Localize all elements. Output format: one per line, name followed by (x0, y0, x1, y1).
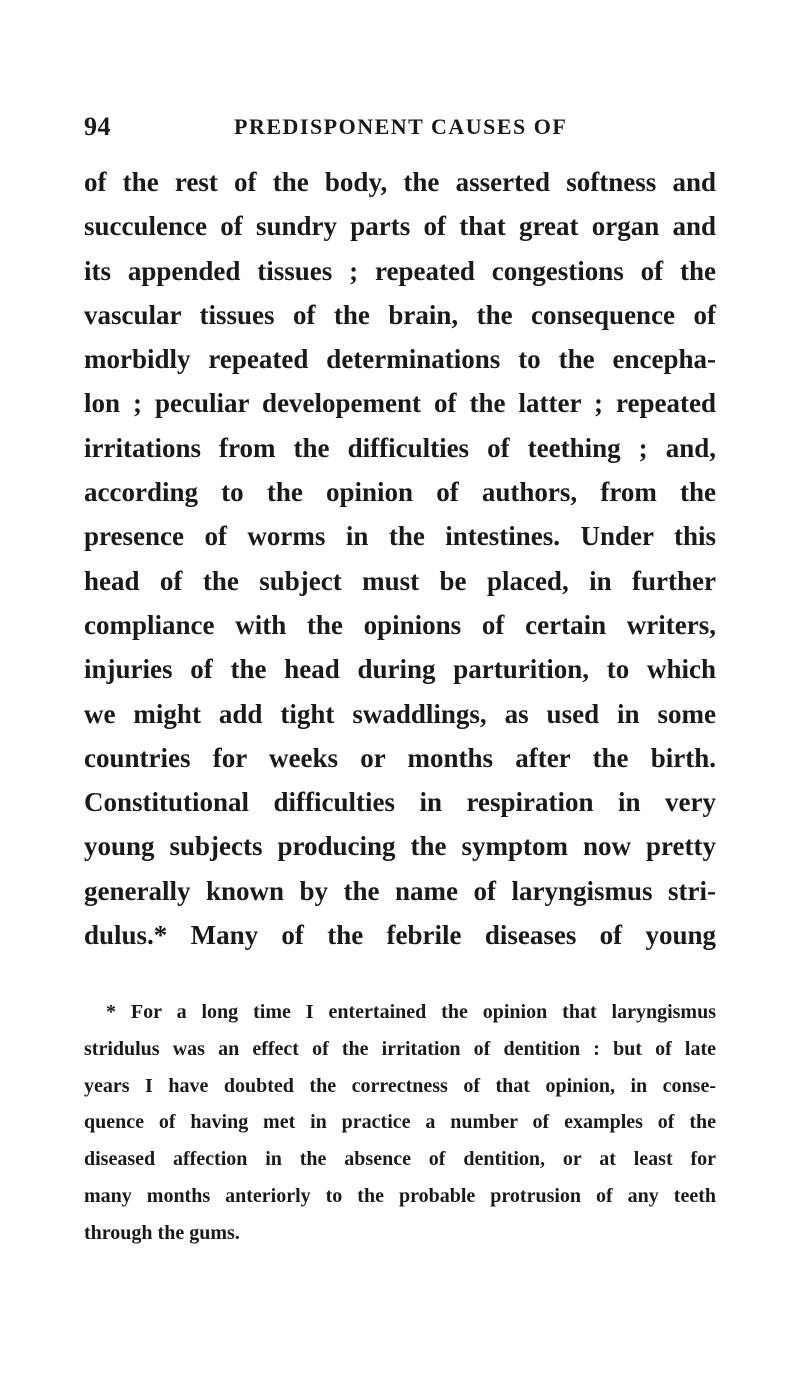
footnote (84, 994, 716, 1252)
page-number: 94 (84, 112, 111, 141)
footnote-line: many months anteriorly to the probable protrusion of any teeth (84, 1184, 716, 1207)
body-line: we might add tight swaddlings, as used in some (84, 698, 716, 729)
body-line: countries for weeks or months after the birth. (84, 742, 716, 773)
body-line: irritations from the difficulties of teething ; and, (84, 432, 716, 463)
footnote-line: quence of having met in practice a number of examples of the (84, 1111, 716, 1134)
body-line: vascular tissues of the brain, the consequence of (84, 299, 716, 330)
body-line: young subjects producing the symptom now pretty (84, 831, 716, 862)
body-line: dulus.* Many of the febrile diseases of young (84, 920, 716, 951)
body-line: head of the subject must be placed, in further (84, 565, 716, 596)
body-line: Constitutional difficulties in respiration in very (84, 787, 716, 818)
body-line: injuries of the head during parturition, to which (84, 654, 716, 685)
body-line: generally known by the name of laryngismus stri- (84, 875, 716, 906)
footnote-line: stridulus was an effect of the irritation of dentition : but of late (84, 1037, 716, 1060)
body-text (84, 160, 716, 957)
running-head: PREDISPONENT CAUSES OF (234, 114, 568, 139)
body-line: succulence of sundry parts of that great organ and (84, 211, 716, 242)
body-line: its appended tissues ; repeated congestions of the (84, 255, 716, 286)
body-line: compliance with the opinions of certain writers, (84, 609, 716, 640)
footnote-line: diseased affection in the absence of dentition, or at least for (84, 1148, 716, 1171)
body-line: presence of worms in the intestines. Under this (84, 521, 716, 552)
body-line: of the rest of the body, the asserted softness and (84, 167, 716, 197)
footnote-line: through the gums. (84, 1221, 240, 1244)
body-line: morbidly repeated determinations to the encepha- (84, 344, 716, 375)
body-line: according to the opinion of authors, from the (84, 477, 716, 508)
body-line: lon ; peculiar developement of the latter ; repeated (84, 388, 716, 419)
page-header (84, 112, 714, 148)
footnote-line: * For a long time I entertained the opinion that laryngismus (106, 1001, 716, 1023)
footnote-line: years I have doubted the correctness of that opinion, in conse- (84, 1074, 716, 1097)
